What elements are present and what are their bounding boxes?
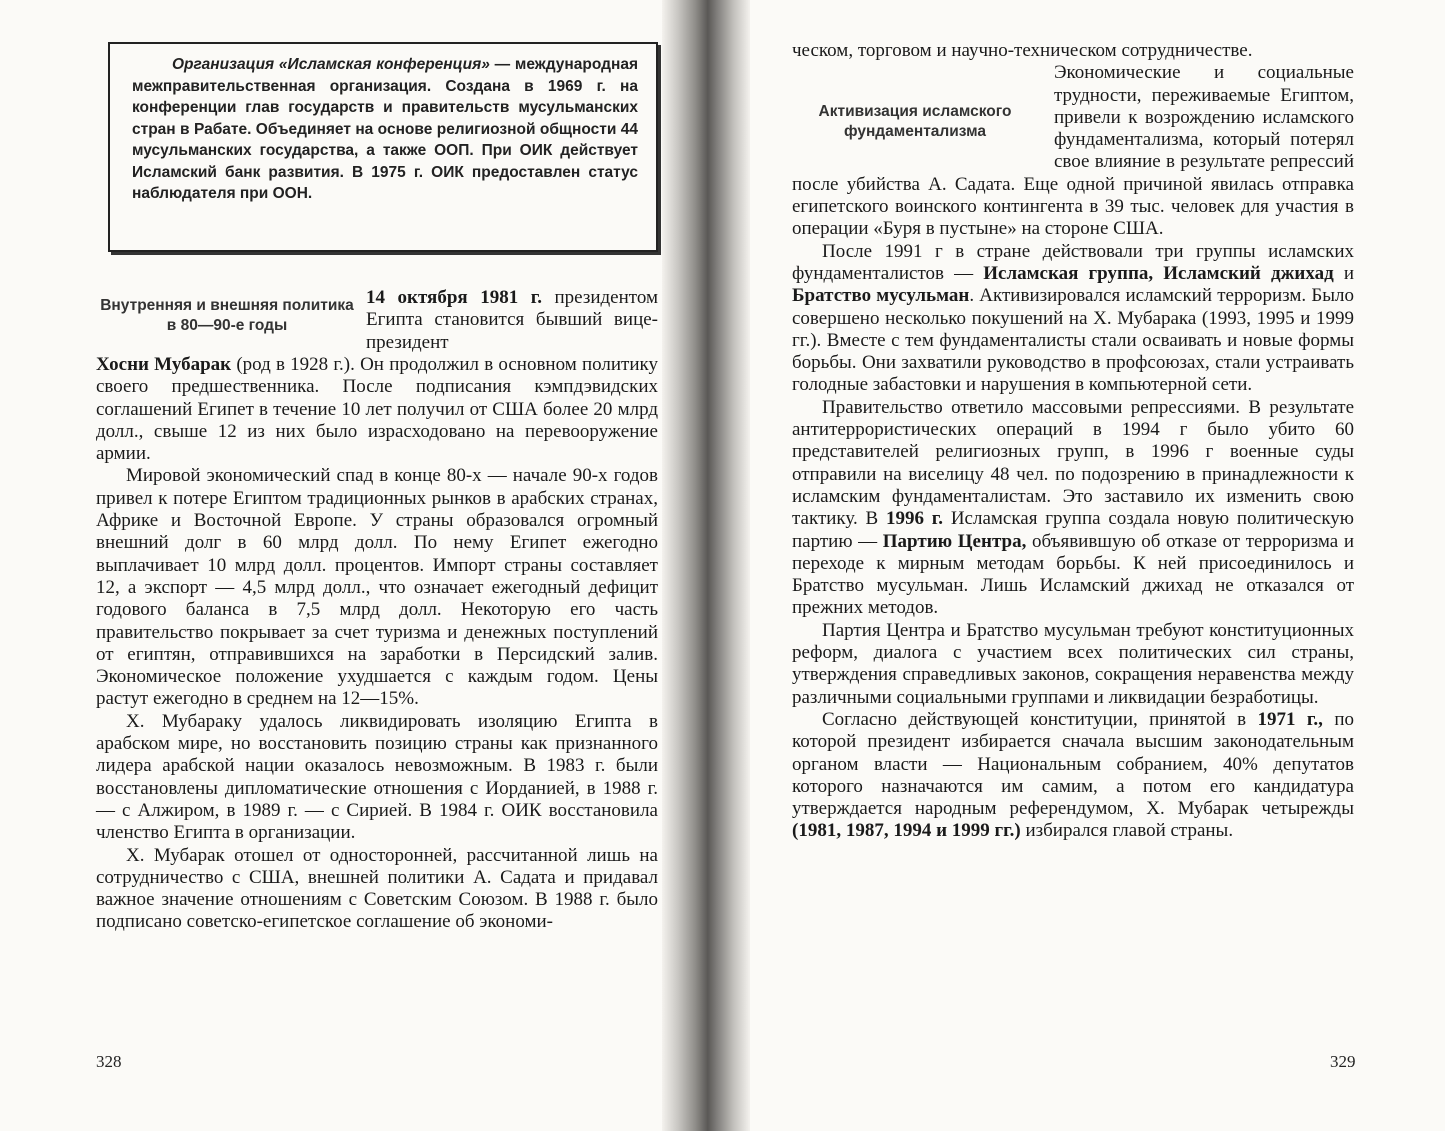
date-bold: 14 октября 1981 г. xyxy=(366,287,542,308)
paragraph: Х. Мубараку удалось ликвидировать изоляцию Египта в арабском мире, но восстановить позицию страны как признанного лидера арабской нации оказалось невозможным. В 1983 г. были восстановлены дипломатические отношения с Иорданией, в 1988 г. — с Алжиром, в 1989 г. — с Сирией. В 1984 г. ОИК восстановила членство Египта в организации. xyxy=(96,710,658,844)
paragraph: Мировой экономический спад в конце 80-х — начале 90-х годов привел к потере Египтом традиционных рынков в арабских странах, Африке и Восточной Европе. У страны образовался огромный внешний долг в 60 млрд долл. По нему Египет ежегодно выплачивает 10 млрд долл. процентов. Импорт страны составляет 12, а экспорт — 4,5 млрд долл., что означает ежегодный дефицит годового баланса в 7,5 млрд долл. Некоторую его часть правительство покрывает за счет туризма и денежных поступлений от египтян, отправившихся на заработки в Персидский залив. Экономическое положение ухудшается с каждым годом. Цены растут ежегодно в среднем на 12—15%. xyxy=(96,465,658,710)
years-bold: (1981, 1987, 1994 и 1999 гг.) xyxy=(792,820,1021,842)
heading-space xyxy=(792,62,1054,152)
paragraph: Экономические и социальные трудности, переживаемые Египтом, привели к возрождению исламского фундаментализма, который потерял свое влияние в результате репрессий после убийства А. Садата. Еще одной причиной явилась отправка египетского воинского контингента в 39 тыс. человек для участия в операции «Буря в пустыне» на стороне США. xyxy=(792,62,1354,240)
paragraph-text: Исламская группа создала новую политическую партию — xyxy=(792,508,1354,552)
paragraph xyxy=(792,397,1354,620)
definition-term: Организация «Исламская конференция» xyxy=(172,56,490,73)
page-number-left: 328 xyxy=(96,1052,122,1071)
name-bold: Хосни Мубарак xyxy=(96,354,232,375)
paragraph-text: объявившую об отказе от терроризма и переходе к мирным методам борьбы. К ней присоединилось и Братство мусульман. Лишь Исламский джихад не отказался от прежних методов. xyxy=(792,530,1354,619)
paragraph-text: (род в 1928 г.). Он продолжил в основном политику своего предшественника. После подписания кэмпдэвидских соглашений Египет в течение 10 лет получил от США более 20 млрд долл., свыше 12 из них было израсходовано на перевооружение армии. xyxy=(96,354,658,465)
paragraph xyxy=(96,354,658,465)
right-column xyxy=(792,40,1354,843)
margin-heading-fundamentalism: Активизация исламского фундаментализма xyxy=(818,103,1012,140)
definition-body: — международная межправительственная организация. Создана в 1969 г. на конференции глав государств и правительств мусульманских стран в Рабате. Объединяет на основе религиозной общности 44 мусульманских государства, а также ООП. При ОИК действует Исламский банк развития. В 1975 г. ОИК предоставлен статус наблюдателя при ООН. xyxy=(132,56,638,202)
year-bold: 1996 г. xyxy=(886,508,944,530)
paragraph xyxy=(792,709,1354,843)
margin-heading-policy: Внутренняя и внешняя политика в 80—90-е годы xyxy=(100,297,354,334)
paragraph-text: Правительство ответило массовыми репрессиями. В результате антитеррористических операций в 1994 г было убито 60 представителей религиозных групп, в 1996 г военные суды отправили на виселицу 48 чел. по подозрению в принадлежности к исламским фундаменталистам. Это заставило их изменить свою тактику. В xyxy=(792,396,1354,530)
paragraph: Партия Центра и Братство мусульман требуют конституционных реформ, диалога с участием всех политических сил страны, утверждения справедливых законов, сокращения неравенства между различными социальными группами и ликвидации безработицы. xyxy=(792,619,1354,708)
left-column xyxy=(96,354,658,934)
paragraph xyxy=(792,241,1354,397)
paragraph-text: и xyxy=(1333,262,1354,284)
year-bold: 1971 г., xyxy=(1257,708,1323,730)
paragraph-text: После 1991 г в стране действовали три группы исламских фундаменталистов — xyxy=(792,240,1354,284)
left-page xyxy=(0,0,670,1131)
intro-paragraph xyxy=(366,287,658,354)
group-names-bold: Исламская группа, Исламский джихад xyxy=(983,262,1334,284)
party-bold: Партию Центра, xyxy=(882,530,1027,552)
paragraph-text: избирался главой страны. xyxy=(1020,820,1234,842)
intro-text: президентом Египта становится бывший вице-президент xyxy=(366,287,659,353)
book-gutter xyxy=(662,0,750,1131)
paragraph: ческом, торговом и научно-техническом сотрудничестве. xyxy=(792,40,1253,61)
paragraph: Х. Мубарак отошел от односторонней, рассчитанной лишь на сотрудничество с США, внешней политики А. Садата и придавал важное значение отношениям с Советским Союзом. В 1988 г. было подписано советско-египетское соглашение об экономи- xyxy=(96,844,658,933)
paragraph-text: Согласно действующей конституции, принятой в xyxy=(822,708,1258,730)
definition-text xyxy=(132,54,638,205)
brotherhood-bold: Братство мусульман xyxy=(792,285,970,307)
paragraph-text: по которой президент избирается сначала высшим законодательным органом власти — Национальным собранием, 40% депутатов которого назначаются им самим, а потом его кандидатура утверждается народным референдумом, Х. Мубарак четырежды xyxy=(792,708,1354,820)
definition-box xyxy=(108,42,658,252)
paragraph-text: . Активизировался исламский терроризм. Было совершено несколько покушений на Х. Мубарака (1993, 1995 и 1999 гг.). Вместе с тем фундаменталисты стали осваивать и новые формы борьбы. Они захватили руководство в профсоюзах, стали устраивать голодные забастовки и нарушения в компьютерной сети. xyxy=(792,285,1354,396)
page-number-right: 329 xyxy=(1330,1052,1356,1071)
